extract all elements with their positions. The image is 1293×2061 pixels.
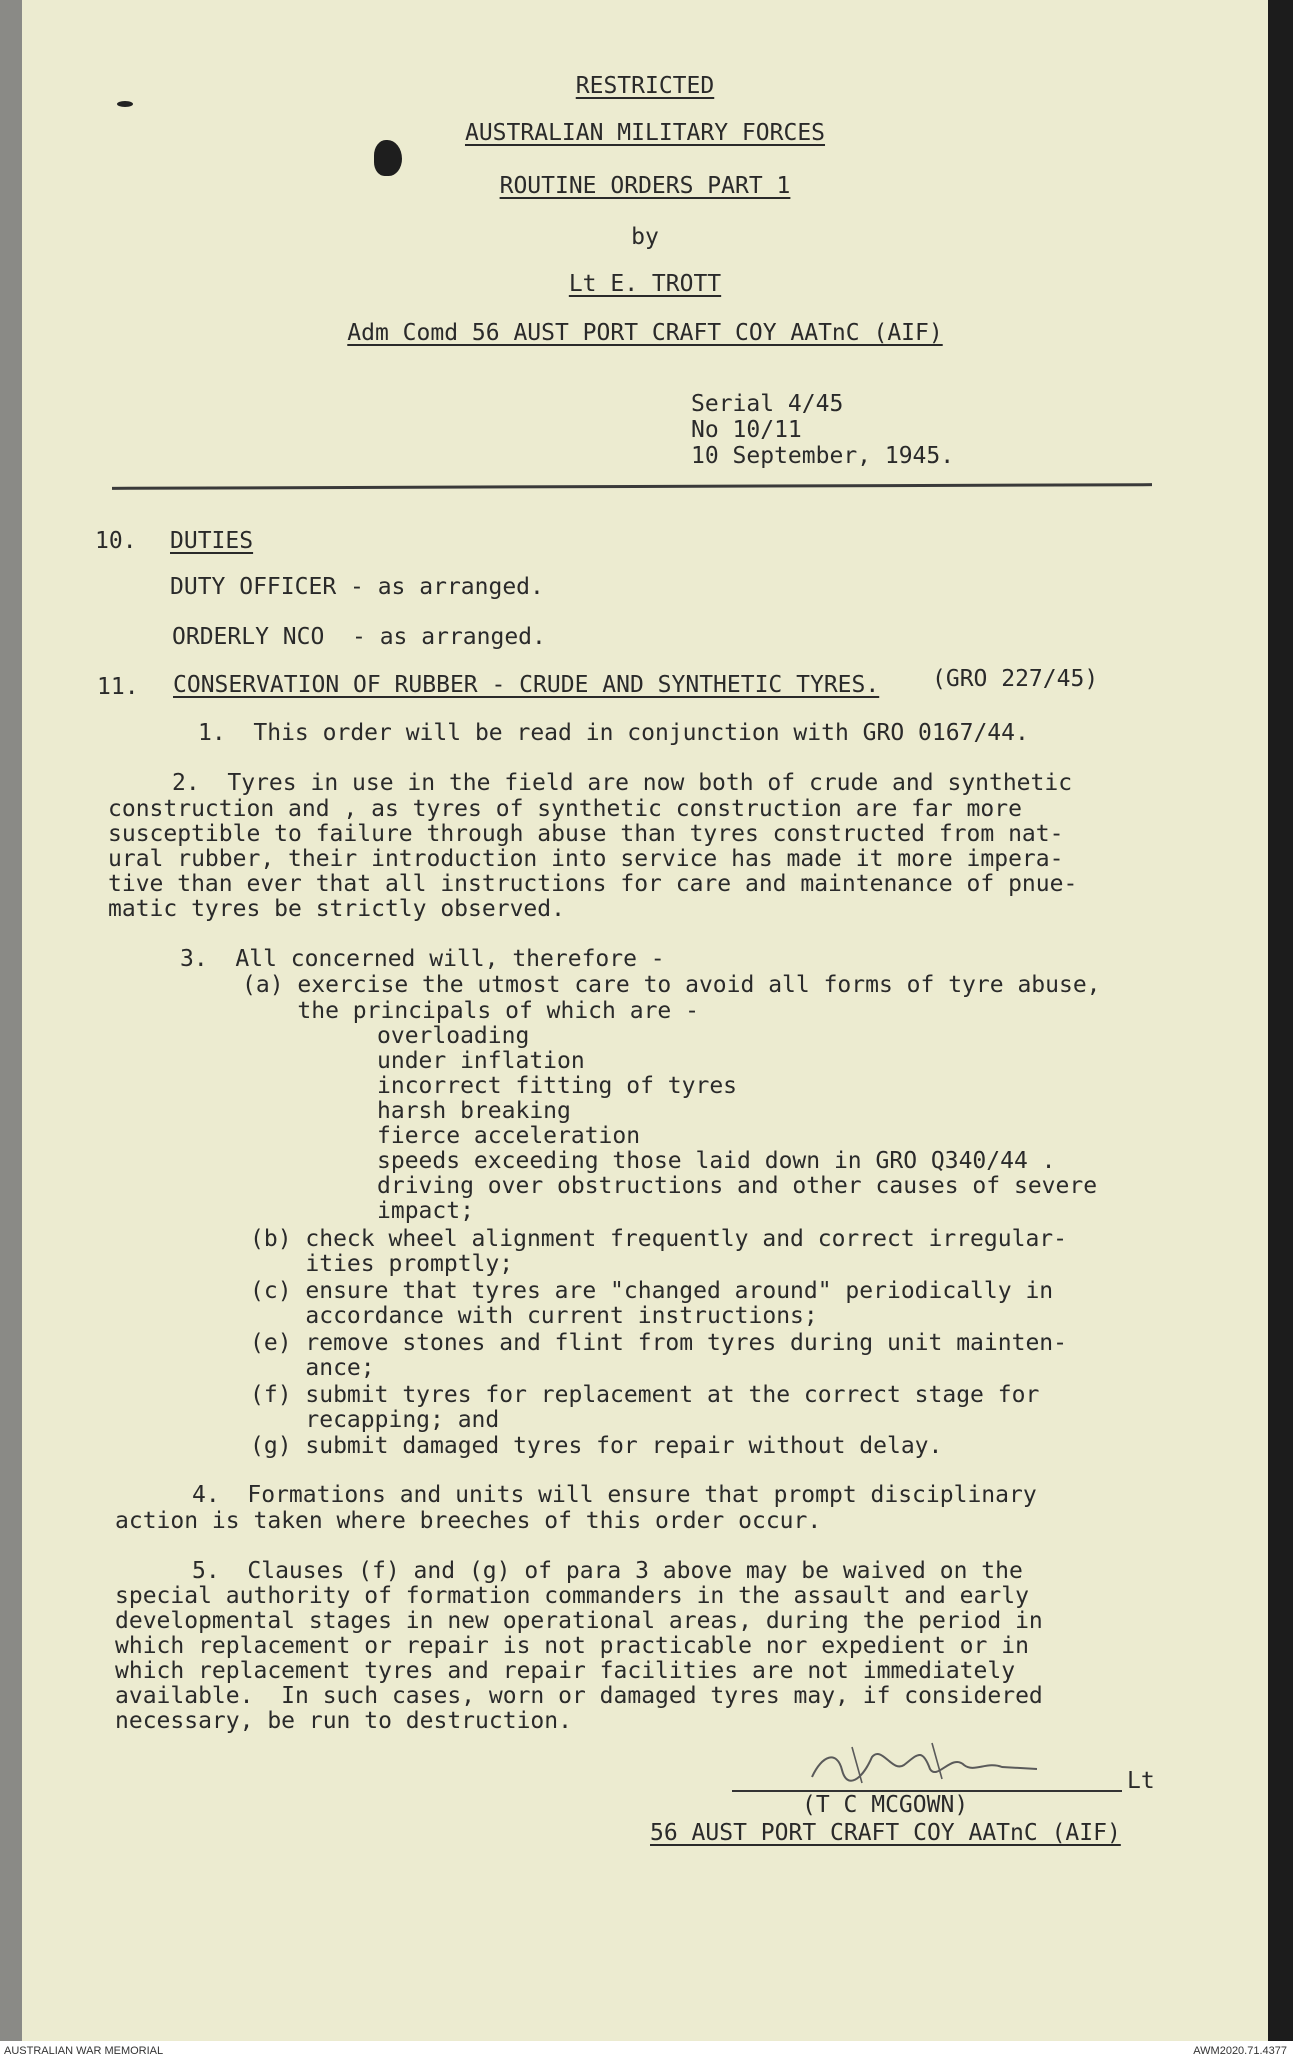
para-3g: (g) submit damaged tyres for repair without delay. <box>250 1433 943 1459</box>
para-3e-line-1: (e) remove stones and flint from tyres during unit mainten- <box>250 1330 1067 1356</box>
para-1: 1. This order will be read in conjunction with GRO 0167/44. <box>198 720 1029 746</box>
para-3a-line-2: the principals of which are - <box>242 998 699 1024</box>
section-10-heading: DUTIES <box>170 528 254 554</box>
para-3a-line-1: (a) exercise the utmost care to avoid all forms of tyre abuse, <box>242 972 1101 998</box>
signatory-name: (T C MCGOWN) <box>802 1792 969 1818</box>
abuse-item-8: impact; <box>377 1198 474 1224</box>
abuse-item-4: harsh breaking <box>377 1098 571 1124</box>
order-date: 10 September, 1945. <box>691 443 955 469</box>
para-2-line-5: tive than ever that all instructions for care and maintenance of pnue- <box>108 871 1078 897</box>
abuse-item-1: overloading <box>377 1023 530 1049</box>
para-3c-line-2: accordance with current instructions; <box>250 1303 818 1329</box>
archive-name: AUSTRALIAN WAR MEMORIAL <box>4 2045 164 2057</box>
para-5-line-4: which replacement or repair is not practicable nor expedient or in <box>115 1633 1029 1659</box>
para-4-line-2: action is taken where breeches of this order occur. <box>115 1508 822 1534</box>
signatory-unit: 56 AUST PORT CRAFT COY AATnC (AIF) <box>650 1820 1121 1846</box>
org-name: AUSTRALIAN MILITARY FORCES <box>464 120 826 146</box>
issuing-command: Adm Comd 56 AUST PORT CRAFT COY AATnC (AIF) <box>347 320 943 346</box>
para-4-line-1: 4. Formations and units will ensure that prompt disciplinary <box>192 1482 1037 1508</box>
orderly-nco-line: ORDERLY NCO - as arranged. <box>172 624 546 650</box>
para-2-line-1: 2. Tyres in use in the field are now both of crude and synthetic <box>172 770 1073 796</box>
archive-footer <box>0 2041 1293 2061</box>
abuse-item-6: speeds exceeding those laid down in GRO Q340/44 . <box>377 1148 1056 1174</box>
para-3e-line-2: ance; <box>250 1355 375 1381</box>
abuse-item-3: incorrect fitting of tyres <box>377 1073 738 1099</box>
para-2-line-3: susceptible to failure through abuse than tyres constructed from nat- <box>108 821 1064 847</box>
abuse-item-2: under inflation <box>377 1048 585 1074</box>
para-3c-line-1: (c) ensure that tyres are "changed around" periodically in <box>250 1278 1054 1304</box>
order-number: No 10/11 <box>691 417 802 443</box>
ink-mark <box>117 101 133 107</box>
para-2-line-6: matic tyres be strictly observed. <box>108 896 565 922</box>
section-11-heading: CONSERVATION OF RUBBER - CRUDE AND SYNTHETIC TYRES. <box>173 672 880 698</box>
by-line: by <box>631 224 659 250</box>
para-2-line-4: ural rubber, their introduction into service has made it more impera- <box>108 846 1064 872</box>
para-3f-line-1: (f) submit tyres for replacement at the correct stage for <box>250 1382 1040 1408</box>
header-rule <box>112 483 1152 490</box>
para-3-intro: 3. All concerned will, therefore - <box>180 946 665 972</box>
para-3b-line-1: (b) check wheel alignment frequently and correct irregular- <box>250 1226 1067 1252</box>
para-5-line-5: which replacement tyres and repair facilities are not immediately <box>115 1658 1016 1684</box>
section-10-number: 10. <box>95 528 137 554</box>
section-11-reference: (GRO 227/45) <box>932 666 1099 692</box>
para-5-line-2: special authority of formation commanders in the assault and early <box>115 1583 1029 1609</box>
para-3b-line-2: ities promptly; <box>250 1251 514 1277</box>
para-5-line-6: available. In such cases, worn or damaged tyres may, if considered <box>115 1683 1043 1709</box>
issuing-officer: Lt E. TROTT <box>568 271 722 297</box>
document-title: ROUTINE ORDERS PART 1 <box>499 173 791 199</box>
para-5-line-7: necessary, be run to destruction. <box>115 1708 572 1734</box>
duty-officer-line: DUTY OFFICER - as arranged. <box>170 574 544 600</box>
para-3f-line-2: recapping; and <box>250 1407 500 1433</box>
abuse-item-5: fierce acceleration <box>377 1123 641 1149</box>
para-5-line-3: developmental stages in new operational areas, during the period in <box>115 1608 1043 1634</box>
punch-hole <box>374 140 402 176</box>
para-5-line-1: 5. Clauses (f) and (g) of para 3 above may be waived on the <box>192 1558 1023 1584</box>
serial-number: Serial 4/45 <box>691 391 844 417</box>
para-2-line-2: construction and , as tyres of synthetic construction are far more <box>108 796 1022 822</box>
classification: RESTRICTED <box>575 73 715 99</box>
scan-edge <box>1268 0 1293 2061</box>
archive-reference: AWM2020.71.4377 <box>1193 2045 1287 2057</box>
section-11-number: 11. <box>97 674 139 700</box>
abuse-item-7: driving over obstructions and other causes of severe <box>377 1173 1098 1199</box>
signatory-rank: Lt <box>1127 1768 1155 1794</box>
handwritten-signature <box>792 1735 1052 1795</box>
document-page <box>22 0 1268 2041</box>
